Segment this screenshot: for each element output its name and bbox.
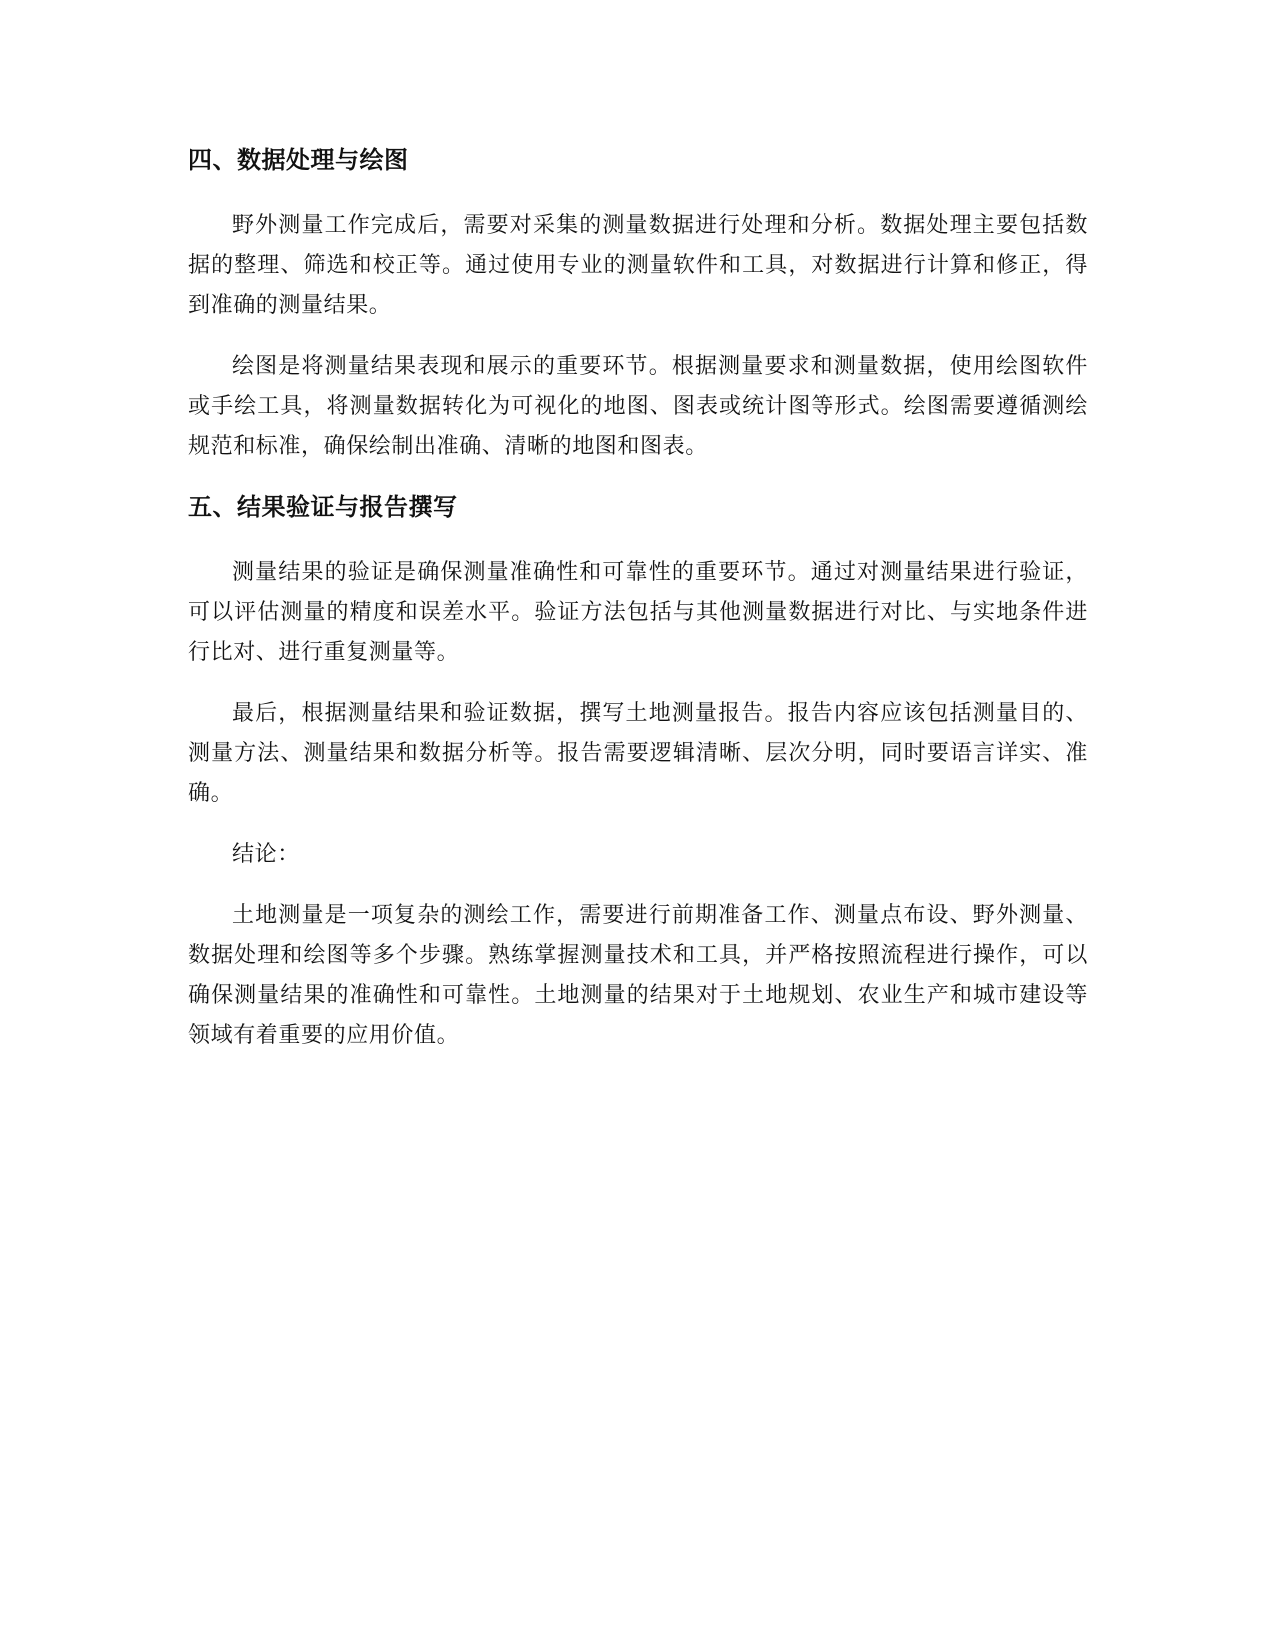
paragraph-report: 最后，根据测量结果和验证数据，撰写土地测量报告。报告内容应该包括测量目的、测量方法、测量结果和数据分析等。报告需要逻辑清晰、层次分明，同时要语言详实、准确。 xyxy=(188,701,1088,806)
conclusion-label: 结论： xyxy=(232,842,300,867)
paragraph-verification: 测量结果的验证是确保测量准确性和可靠性的重要环节。通过对测量结果进行验证，可以评估测量的精度和误差水平。验证方法包括与其他测量数据进行对比、与实地条件进行比对、进行重复测量等。 xyxy=(188,560,1088,665)
paragraph-data-processing: 野外测量工作完成后，需要对采集的测量数据进行处理和分析。数据处理主要包括数据的整理、筛选和校正等。通过使用专业的测量软件和工具，对数据进行计算和修正，得到准确的测量结果。 xyxy=(188,213,1088,318)
conclusion-paragraph: 土地测量是一项复杂的测绘工作，需要进行前期准备工作、测量点布设、野外测量、数据处理和绘图等多个步骤。熟练掌握测量技术和工具，并严格按照流程进行操作，可以确保测量结果的准确性和可靠性。土地测量的结果对于土地规划、农业生产和城市建设等领域有着重要的应用价值。 xyxy=(188,903,1088,1048)
section-heading-verification-report: 五、结果验证与报告撰写 xyxy=(188,493,458,521)
document-page xyxy=(188,140,1088,1056)
section-heading-data-processing: 四、数据处理与绘图 xyxy=(188,146,409,174)
paragraph-drawing: 绘图是将测量结果表现和展示的重要环节。根据测量要求和测量数据，使用绘图软件或手绘工具，将测量数据转化为可视化的地图、图表或统计图等形式。绘图需要遵循测绘规范和标准，确保绘制出准确、清晰的地图和图表。 xyxy=(188,354,1088,459)
